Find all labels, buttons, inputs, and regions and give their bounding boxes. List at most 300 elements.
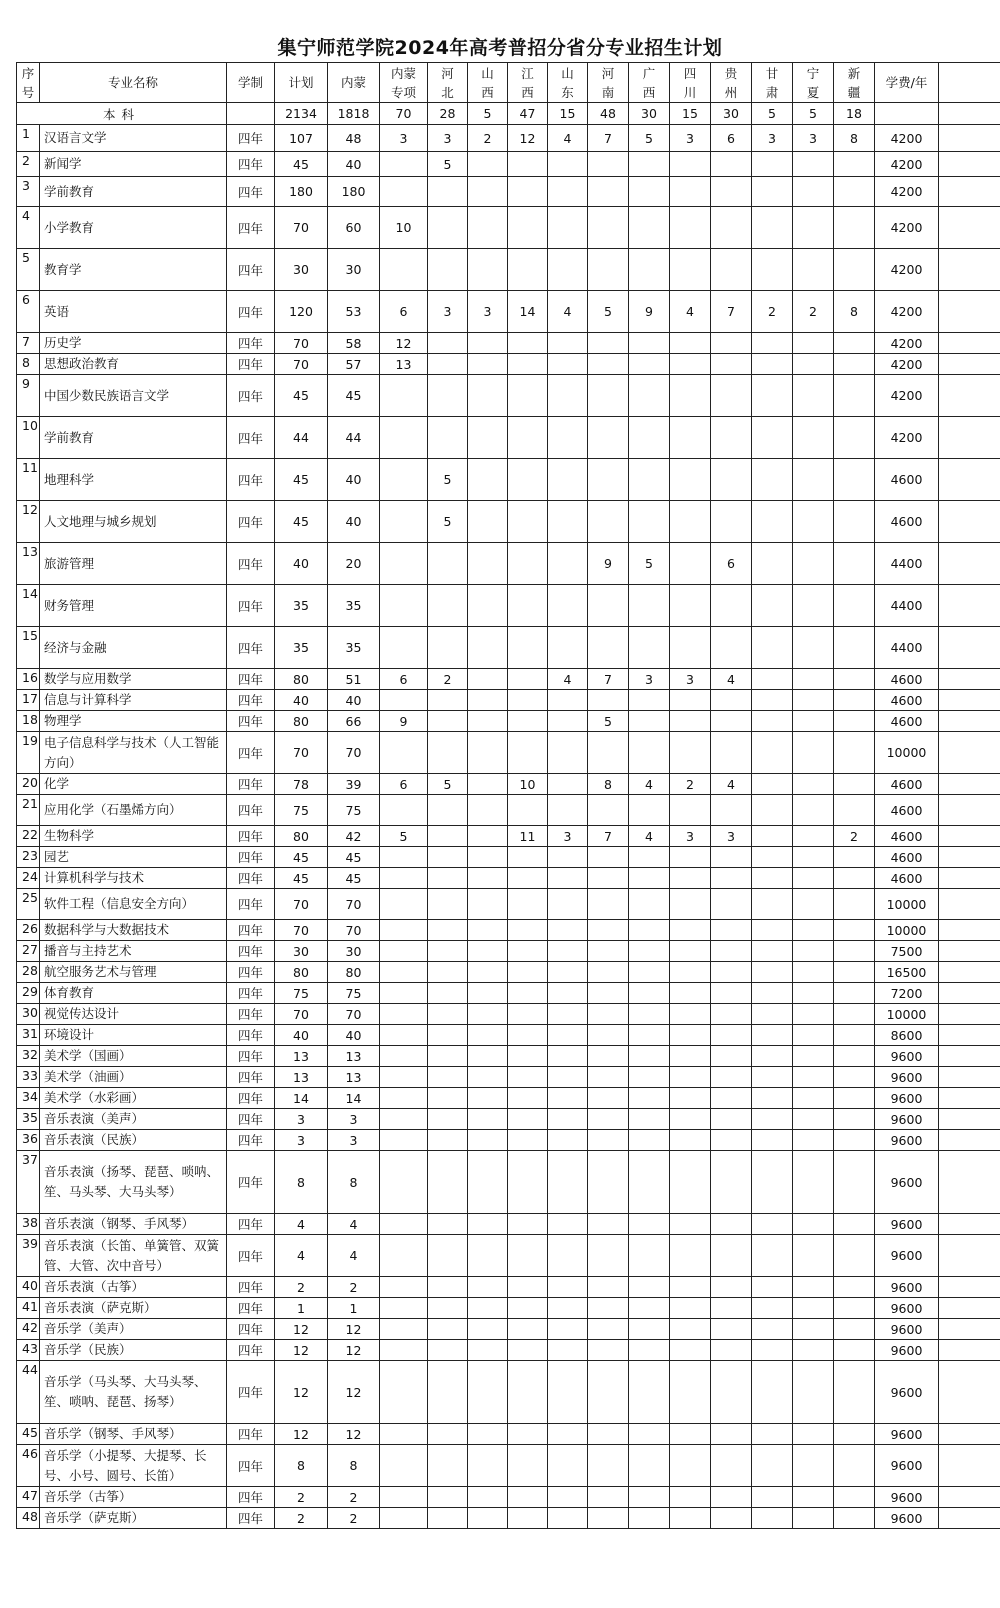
cell-sc — [670, 543, 711, 585]
cell-xj — [834, 1214, 875, 1235]
cell-sd — [548, 354, 588, 375]
cell-sd — [548, 333, 588, 354]
cell-fee: 4200 — [875, 354, 939, 375]
cell-jx: 10 — [508, 774, 548, 795]
cell-sd: 4 — [548, 291, 588, 333]
cell-nx — [793, 732, 834, 774]
cell-sx — [468, 1046, 508, 1067]
cell-hb — [428, 732, 468, 774]
table-row — [17, 1046, 1000, 1067]
cell-xj — [834, 1067, 875, 1088]
cell-hb — [428, 889, 468, 920]
cell-hb — [428, 962, 468, 983]
cell-sx — [468, 1319, 508, 1340]
cell-jx — [508, 375, 548, 417]
row-number: 21 — [17, 795, 40, 826]
cell-sd — [548, 627, 588, 669]
cell-fee: 4600 — [875, 669, 939, 690]
cell-gx: 5 — [629, 543, 670, 585]
cell-xj — [834, 417, 875, 459]
table-row — [17, 1214, 1000, 1235]
cell-gx — [629, 375, 670, 417]
cell-jx — [508, 1214, 548, 1235]
cell-jx — [508, 868, 548, 889]
cell-gz — [711, 177, 752, 207]
cell-nmzx — [380, 1025, 428, 1046]
cell-sys: 四年 — [227, 1046, 275, 1067]
major-name: 音乐表演（古筝） — [40, 1277, 227, 1298]
major-name: 小学教育 — [40, 207, 227, 249]
cell-fee: 9600 — [875, 1088, 939, 1109]
cell-sx — [468, 177, 508, 207]
cell-jx — [508, 795, 548, 826]
cell-nmzx — [380, 847, 428, 868]
clipped-cell — [939, 920, 1000, 941]
cell-nm: 20 — [328, 543, 380, 585]
cell-gx — [629, 152, 670, 177]
cell-sx — [468, 711, 508, 732]
cell-nmzx — [380, 1088, 428, 1109]
cell-sd — [548, 1487, 588, 1508]
cell-hb — [428, 1340, 468, 1361]
row-number: 4 — [17, 207, 40, 249]
summary-cell: 70 — [380, 103, 428, 125]
cell-fee: 4600 — [875, 847, 939, 868]
cell-nm: 51 — [328, 669, 380, 690]
cell-hn — [588, 501, 629, 543]
cell-sc — [670, 375, 711, 417]
major-name: 音乐学（美声） — [40, 1319, 227, 1340]
cell-nx — [793, 669, 834, 690]
major-name: 美术学（水彩画） — [40, 1088, 227, 1109]
row-number: 22 — [17, 826, 40, 847]
cell-jx — [508, 1487, 548, 1508]
cell-jx — [508, 889, 548, 920]
cell-nx — [793, 711, 834, 732]
cell-nx — [793, 501, 834, 543]
cell-fee: 9600 — [875, 1424, 939, 1445]
cell-gs — [752, 826, 793, 847]
row-number: 3 — [17, 177, 40, 207]
cell-nx — [793, 962, 834, 983]
major-name: 应用化学（石墨烯方向） — [40, 795, 227, 826]
cell-nx — [793, 690, 834, 711]
cell-nx — [793, 868, 834, 889]
cell-sc — [670, 1025, 711, 1046]
cell-plan: 80 — [275, 962, 328, 983]
cell-jx: 11 — [508, 826, 548, 847]
cell-plan: 12 — [275, 1319, 328, 1340]
cell-nm: 66 — [328, 711, 380, 732]
cell-sd: 3 — [548, 826, 588, 847]
cell-sc — [670, 1277, 711, 1298]
cell-plan: 40 — [275, 543, 328, 585]
summary-cell: 1818 — [328, 103, 380, 125]
cell-sx — [468, 1109, 508, 1130]
cell-sc — [670, 1361, 711, 1424]
cell-nmzx: 13 — [380, 354, 428, 375]
cell-xj: 2 — [834, 826, 875, 847]
cell-nmzx: 6 — [380, 669, 428, 690]
major-name: 地理科学 — [40, 459, 227, 501]
row-number: 37 — [17, 1151, 40, 1214]
column-header: 内蒙专项 — [380, 63, 428, 103]
cell-gx — [629, 333, 670, 354]
major-name: 体育教育 — [40, 983, 227, 1004]
cell-sc — [670, 1298, 711, 1319]
cell-gs — [752, 962, 793, 983]
cell-hn — [588, 1508, 629, 1529]
cell-sd: 4 — [548, 125, 588, 152]
cell-gz — [711, 795, 752, 826]
cell-hn — [588, 983, 629, 1004]
cell-plan: 30 — [275, 249, 328, 291]
cell-xj — [834, 1424, 875, 1445]
cell-gs — [752, 711, 793, 732]
cell-hb — [428, 354, 468, 375]
table-row — [17, 459, 1000, 501]
cell-plan: 35 — [275, 627, 328, 669]
cell-sd — [548, 732, 588, 774]
cell-gx — [629, 711, 670, 732]
cell-jx — [508, 207, 548, 249]
cell-jx — [508, 669, 548, 690]
cell-nmzx — [380, 1508, 428, 1529]
cell-nx — [793, 333, 834, 354]
clipped-cell — [939, 1340, 1000, 1361]
cell-nx — [793, 249, 834, 291]
row-number: 33 — [17, 1067, 40, 1088]
cell-plan: 44 — [275, 417, 328, 459]
row-number: 38 — [17, 1214, 40, 1235]
row-number: 5 — [17, 249, 40, 291]
cell-sx: 3 — [468, 291, 508, 333]
cell-gs — [752, 1235, 793, 1277]
major-name: 音乐表演（钢琴、手风琴） — [40, 1214, 227, 1235]
cell-sys: 四年 — [227, 669, 275, 690]
cell-hb — [428, 1298, 468, 1319]
cell-sd — [548, 795, 588, 826]
cell-hb — [428, 207, 468, 249]
cell-gx — [629, 249, 670, 291]
cell-gs — [752, 1088, 793, 1109]
major-name: 旅游管理 — [40, 543, 227, 585]
major-name: 新闻学 — [40, 152, 227, 177]
cell-hb — [428, 847, 468, 868]
cell-gs — [752, 1487, 793, 1508]
cell-hb — [428, 375, 468, 417]
cell-hb — [428, 1046, 468, 1067]
column-header: 计划 — [275, 63, 328, 103]
cell-gz — [711, 1151, 752, 1214]
cell-gz — [711, 1067, 752, 1088]
cell-sys: 四年 — [227, 1130, 275, 1151]
column-header: 广西 — [629, 63, 670, 103]
row-number: 7 — [17, 333, 40, 354]
cell-nm: 30 — [328, 941, 380, 962]
cell-sd — [548, 1235, 588, 1277]
cell-jx: 12 — [508, 125, 548, 152]
cell-gx — [629, 501, 670, 543]
cell-fee: 4600 — [875, 711, 939, 732]
row-number: 47 — [17, 1487, 40, 1508]
cell-sx — [468, 1487, 508, 1508]
cell-nx — [793, 375, 834, 417]
cell-gs: 2 — [752, 291, 793, 333]
cell-xj — [834, 1046, 875, 1067]
cell-sx — [468, 669, 508, 690]
cell-hb — [428, 1319, 468, 1340]
cell-sx — [468, 920, 508, 941]
major-name: 音乐表演（长笛、单簧管、双簧管、大管、次中音号） — [40, 1235, 227, 1277]
cell-gx — [629, 585, 670, 627]
cell-sys: 四年 — [227, 152, 275, 177]
cell-sd — [548, 1319, 588, 1340]
row-number: 46 — [17, 1445, 40, 1487]
cell-sc — [670, 795, 711, 826]
cell-sys: 四年 — [227, 417, 275, 459]
cell-sx — [468, 375, 508, 417]
cell-nm: 57 — [328, 354, 380, 375]
major-name: 化学 — [40, 774, 227, 795]
cell-sc — [670, 1508, 711, 1529]
cell-xj — [834, 868, 875, 889]
cell-sd — [548, 711, 588, 732]
cell-nmzx — [380, 1046, 428, 1067]
cell-gs — [752, 795, 793, 826]
cell-nm: 40 — [328, 1025, 380, 1046]
cell-xj — [834, 1235, 875, 1277]
cell-fee: 9600 — [875, 1487, 939, 1508]
cell-sys: 四年 — [227, 1214, 275, 1235]
clipped-cell — [939, 1361, 1000, 1424]
row-number: 15 — [17, 627, 40, 669]
cell-hb: 2 — [428, 669, 468, 690]
cell-sd — [548, 459, 588, 501]
cell-sc — [670, 1214, 711, 1235]
cell-nx — [793, 1046, 834, 1067]
cell-gz — [711, 1109, 752, 1130]
cell-gz — [711, 152, 752, 177]
cell-gs — [752, 889, 793, 920]
cell-hn — [588, 1487, 629, 1508]
cell-xj — [834, 543, 875, 585]
page-title: 集宁师范学院2024年高考普招分省分专业招生计划 — [277, 37, 723, 59]
clipped-cell — [939, 1067, 1000, 1088]
cell-nmzx — [380, 983, 428, 1004]
cell-xj — [834, 774, 875, 795]
cell-fee: 9600 — [875, 1235, 939, 1277]
row-number: 24 — [17, 868, 40, 889]
clipped-cell — [939, 459, 1000, 501]
cell-sx — [468, 889, 508, 920]
cell-nmzx: 10 — [380, 207, 428, 249]
cell-nmzx — [380, 1361, 428, 1424]
cell-xj — [834, 501, 875, 543]
cell-sd — [548, 868, 588, 889]
cell-gs — [752, 1340, 793, 1361]
cell-sx — [468, 1277, 508, 1298]
cell-xj — [834, 333, 875, 354]
major-name: 经济与金融 — [40, 627, 227, 669]
cell-nx — [793, 983, 834, 1004]
table-row — [17, 375, 1000, 417]
major-name: 美术学（油画） — [40, 1067, 227, 1088]
cell-nx — [793, 585, 834, 627]
cell-gx — [629, 1214, 670, 1235]
cell-sys: 四年 — [227, 1445, 275, 1487]
clipped-cell — [939, 1151, 1000, 1214]
cell-gs: 3 — [752, 125, 793, 152]
table-row — [17, 1298, 1000, 1319]
cell-jx — [508, 1130, 548, 1151]
cell-gz — [711, 1046, 752, 1067]
cell-gs — [752, 774, 793, 795]
clipped-cell — [939, 291, 1000, 333]
cell-nmzx — [380, 249, 428, 291]
table-row — [17, 152, 1000, 177]
cell-fee: 4200 — [875, 417, 939, 459]
summary-cell: 2134 — [275, 103, 328, 125]
cell-gs — [752, 375, 793, 417]
cell-xj — [834, 249, 875, 291]
cell-sd — [548, 1067, 588, 1088]
cell-hb — [428, 417, 468, 459]
cell-sys: 四年 — [227, 983, 275, 1004]
cell-gs — [752, 1067, 793, 1088]
cell-nm: 12 — [328, 1424, 380, 1445]
cell-gz — [711, 417, 752, 459]
major-name: 软件工程（信息安全方向） — [40, 889, 227, 920]
cell-nmzx — [380, 543, 428, 585]
cell-nmzx — [380, 1319, 428, 1340]
cell-sys: 四年 — [227, 333, 275, 354]
cell-xj — [834, 1109, 875, 1130]
cell-sx — [468, 1235, 508, 1277]
cell-sc: 4 — [670, 291, 711, 333]
cell-sd — [548, 962, 588, 983]
cell-hn — [588, 1361, 629, 1424]
cell-gz — [711, 1025, 752, 1046]
cell-fee: 4200 — [875, 177, 939, 207]
major-name: 中国少数民族语言文学 — [40, 375, 227, 417]
cell-fee: 4600 — [875, 459, 939, 501]
cell-sc — [670, 1067, 711, 1088]
table-row — [17, 1277, 1000, 1298]
cell-plan: 35 — [275, 585, 328, 627]
cell-gx: 3 — [629, 669, 670, 690]
cell-plan: 45 — [275, 375, 328, 417]
cell-hn — [588, 1424, 629, 1445]
cell-sc — [670, 847, 711, 868]
row-number: 41 — [17, 1298, 40, 1319]
clipped-cell — [939, 962, 1000, 983]
clipped-cell — [939, 177, 1000, 207]
cell-gz — [711, 207, 752, 249]
cell-hn: 5 — [588, 291, 629, 333]
cell-gx — [629, 868, 670, 889]
cell-sd — [548, 690, 588, 711]
cell-sc — [670, 1046, 711, 1067]
cell-jx — [508, 1424, 548, 1445]
cell-plan: 8 — [275, 1151, 328, 1214]
cell-sx — [468, 501, 508, 543]
cell-nx — [793, 1235, 834, 1277]
cell-gs — [752, 669, 793, 690]
cell-plan: 4 — [275, 1214, 328, 1235]
row-number: 44 — [17, 1361, 40, 1424]
cell-sys: 四年 — [227, 1361, 275, 1424]
clipped-cell — [939, 868, 1000, 889]
cell-jx — [508, 1508, 548, 1529]
cell-sc — [670, 732, 711, 774]
table-row — [17, 417, 1000, 459]
major-name: 音乐学（钢琴、手风琴） — [40, 1424, 227, 1445]
clipped-cell — [939, 125, 1000, 152]
cell-sd — [548, 249, 588, 291]
cell-gx: 9 — [629, 291, 670, 333]
cell-fee: 10000 — [875, 920, 939, 941]
cell-nmzx: 3 — [380, 125, 428, 152]
major-name: 音乐学（民族） — [40, 1340, 227, 1361]
cell-nx — [793, 1109, 834, 1130]
cell-sd — [548, 1361, 588, 1424]
cell-plan: 12 — [275, 1424, 328, 1445]
cell-jx: 14 — [508, 291, 548, 333]
cell-sc — [670, 207, 711, 249]
major-name: 音乐学（小提琴、大提琴、长号、小号、圆号、长笛） — [40, 1445, 227, 1487]
cell-gx — [629, 354, 670, 375]
table-row — [17, 1340, 1000, 1361]
cell-sc — [670, 627, 711, 669]
table-row — [17, 868, 1000, 889]
cell-xj — [834, 983, 875, 1004]
cell-nm: 13 — [328, 1046, 380, 1067]
cell-gs — [752, 501, 793, 543]
cell-plan: 70 — [275, 732, 328, 774]
row-number: 9 — [17, 375, 40, 417]
cell-hn — [588, 177, 629, 207]
clipped-cell — [939, 711, 1000, 732]
cell-gz — [711, 354, 752, 375]
cell-gs — [752, 920, 793, 941]
cell-nmzx: 9 — [380, 711, 428, 732]
cell-nm: 2 — [328, 1277, 380, 1298]
cell-sx — [468, 1025, 508, 1046]
cell-hb — [428, 941, 468, 962]
table-row — [17, 889, 1000, 920]
row-number: 48 — [17, 1508, 40, 1529]
cell-sc: 3 — [670, 669, 711, 690]
cell-plan: 12 — [275, 1361, 328, 1424]
cell-gx — [629, 1235, 670, 1277]
cell-gs — [752, 333, 793, 354]
cell-sd — [548, 1130, 588, 1151]
major-name: 音乐表演（萨克斯） — [40, 1298, 227, 1319]
cell-jx — [508, 1067, 548, 1088]
cell-gs — [752, 354, 793, 375]
cell-gz — [711, 920, 752, 941]
cell-hn — [588, 627, 629, 669]
cell-sx — [468, 1424, 508, 1445]
row-number: 28 — [17, 962, 40, 983]
cell-sx — [468, 847, 508, 868]
cell-hn — [588, 249, 629, 291]
cell-nmzx — [380, 1151, 428, 1214]
cell-nmzx — [380, 1487, 428, 1508]
cell-jx — [508, 1235, 548, 1277]
cell-sys: 四年 — [227, 585, 275, 627]
